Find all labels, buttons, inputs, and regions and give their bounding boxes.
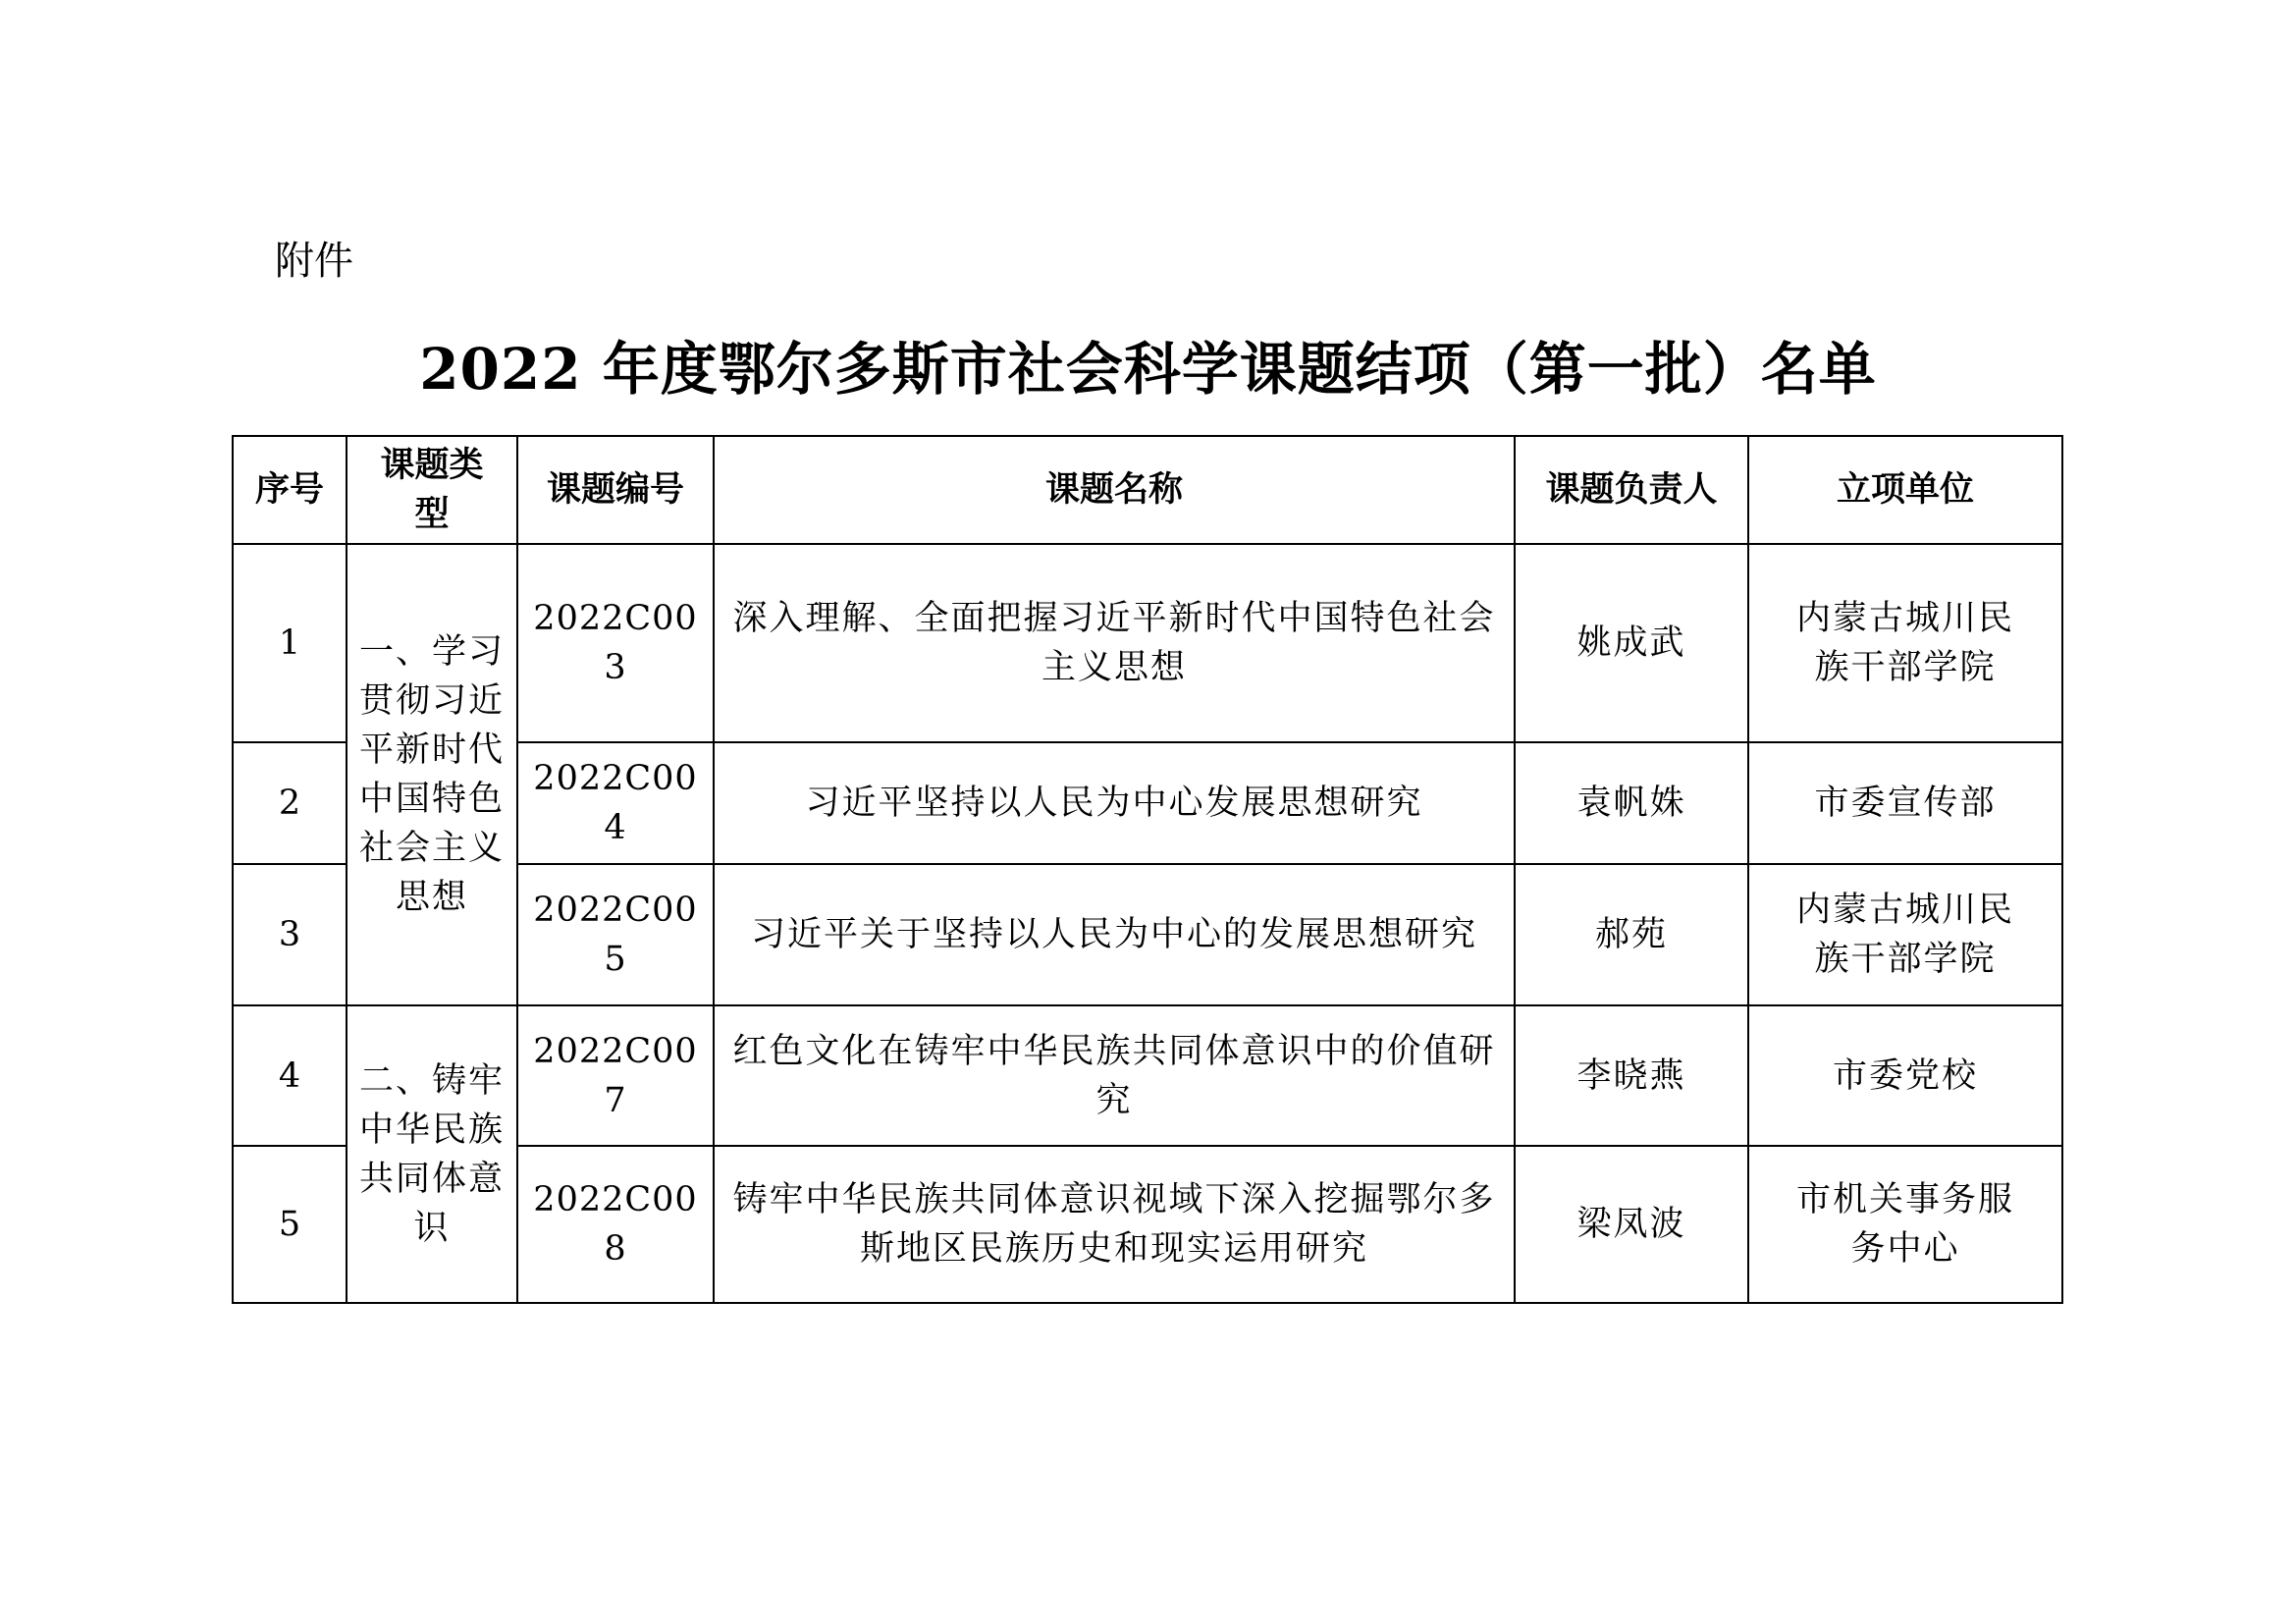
row-name: 红色文化在铸牢中华民族共同体意识中的价值研究 <box>714 1005 1515 1146</box>
header-unit: 立项单位 <box>1748 436 2062 544</box>
row-lead: 郝苑 <box>1515 864 1748 1005</box>
table-row <box>233 544 2062 742</box>
row-code: 2022C003 <box>517 544 714 742</box>
row-name: 铸牢中华民族共同体意识视域下深入挖掘鄂尔多斯地区民族历史和现实运用研究 <box>714 1146 1515 1303</box>
row-no: 3 <box>233 864 347 1005</box>
header-no: 序号 <box>233 436 347 544</box>
row-unit: 市委宣传部 <box>1748 742 2062 864</box>
header-lead: 课题负责人 <box>1515 436 1748 544</box>
row-name: 习近平关于坚持以人民为中心的发展思想研究 <box>714 864 1515 1005</box>
row-lead: 袁帆姝 <box>1515 742 1748 864</box>
row-unit: 内蒙古城川民族干部学院 <box>1748 864 2062 1005</box>
row-lead: 梁凤波 <box>1515 1146 1748 1303</box>
row-lead: 李晓燕 <box>1515 1005 1748 1146</box>
header-code: 课题编号 <box>517 436 714 544</box>
document-title: 2022 年度鄂尔多斯市社会科学课题结项（第一批）名单 <box>419 336 1877 403</box>
row-unit: 市机关事务服务中心 <box>1748 1146 2062 1303</box>
table-row <box>233 1005 2062 1146</box>
row-lead: 姚成武 <box>1515 544 1748 742</box>
row-no: 5 <box>233 1146 347 1303</box>
project-table <box>232 435 2063 1304</box>
row-name: 深入理解、全面把握习近平新时代中国特色社会主义思想 <box>714 544 1515 742</box>
category-cell: 一、学习贯彻习近平新时代中国特色社会主义思想 <box>347 544 517 1005</box>
row-no: 4 <box>233 1005 347 1146</box>
header-name: 课题名称 <box>714 436 1515 544</box>
row-code: 2022C007 <box>517 1005 714 1146</box>
row-no: 2 <box>233 742 347 864</box>
row-unit: 市委党校 <box>1748 1005 2062 1146</box>
row-no: 1 <box>233 544 347 742</box>
row-unit: 内蒙古城川民族干部学院 <box>1748 544 2062 742</box>
row-code: 2022C008 <box>517 1146 714 1303</box>
header-category: 课题类型 <box>347 436 517 544</box>
row-code: 2022C004 <box>517 742 714 864</box>
row-name: 习近平坚持以人民为中心发展思想研究 <box>714 742 1515 864</box>
category-cell: 二、铸牢中华民族共同体意识 <box>347 1005 517 1303</box>
row-code: 2022C005 <box>517 864 714 1005</box>
attachment-label: 附件 <box>275 239 353 284</box>
table-header-row <box>233 436 2062 544</box>
